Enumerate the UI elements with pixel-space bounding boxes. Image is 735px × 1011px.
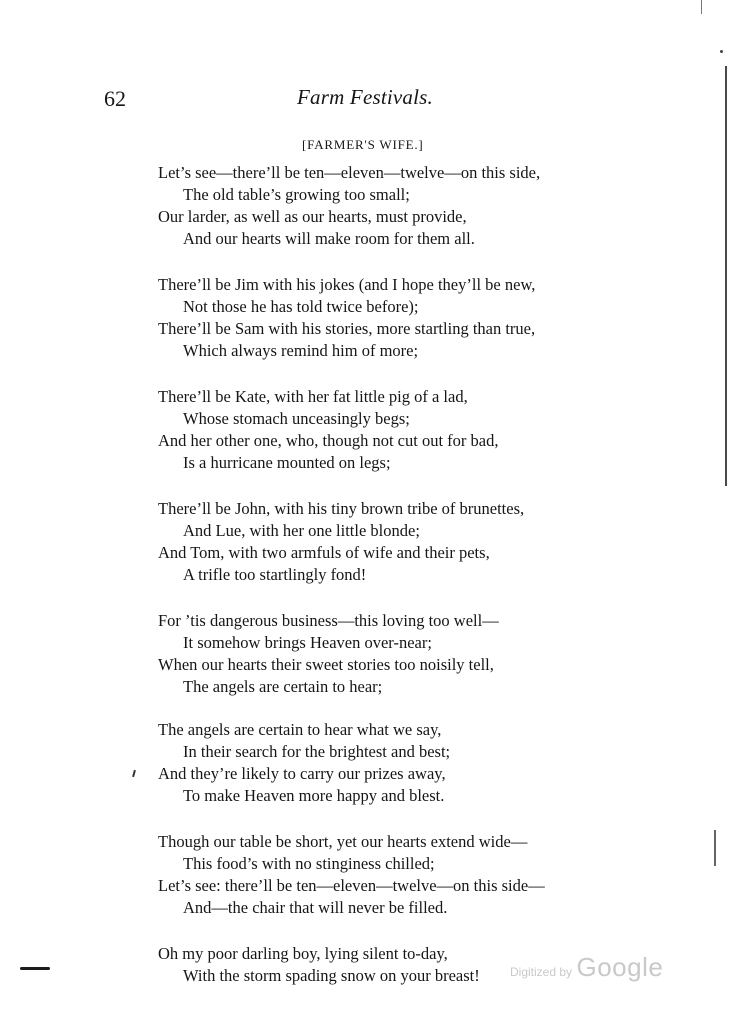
poem-line: For ’tis dangerous business—this loving too well—: [158, 611, 499, 630]
poem-line: Let’s see—there’ll be ten—eleven—twelve—on this side,: [158, 163, 541, 182]
page-number: 62: [104, 86, 126, 111]
stanza: [158, 610, 598, 698]
poem-line: Which always remind him of more;: [183, 341, 419, 360]
stanza: [158, 274, 598, 362]
poem-line: The angels are certain to hear;: [183, 677, 383, 696]
running-title: Farm Festivals.: [297, 85, 433, 109]
stanza: [158, 386, 598, 474]
poem-line: And our hearts will make room for them all.: [183, 229, 475, 248]
watermark-prefix: Digitized by: [510, 965, 573, 979]
stanza: [158, 719, 598, 807]
google-logo: Google: [576, 952, 664, 982]
poem-line: There’ll be Kate, with her fat little pig of a lad,: [158, 387, 468, 406]
poem-line: Oh my poor darling boy, lying silent to-day,: [158, 944, 448, 963]
poem-line: To make Heaven more happy and blest.: [183, 786, 445, 805]
poem-line: And Tom, with two armfuls of wife and their pets,: [158, 543, 490, 562]
section-heading: [FARMER'S WIFE.]: [302, 137, 424, 152]
poem-line: This food’s with no stinginess chilled;: [183, 854, 435, 873]
poem-line: The old table’s growing too small;: [183, 185, 410, 204]
poem-line: There’ll be Jim with his jokes (and I hope they’ll be new,: [158, 275, 536, 294]
poem-line: When our hearts their sweet stories too noisily tell,: [158, 655, 494, 674]
poem-line: And—the chair that will never be filled.: [183, 898, 448, 917]
poem-body: [158, 162, 598, 1011]
stanza: [158, 162, 598, 250]
digitized-watermark: [510, 952, 663, 983]
stanza: [158, 831, 598, 919]
poem-line: Is a hurricane mounted on legs;: [183, 453, 391, 472]
gutter-rule: [725, 66, 727, 486]
poem-line: There’ll be John, with his tiny brown tribe of brunettes,: [158, 499, 525, 518]
poem-line: And they’re likely to carry our prizes away,: [158, 764, 446, 783]
stanza: [158, 498, 598, 586]
poem-line: And Lue, with her one little blonde;: [183, 521, 420, 540]
poem-line: And her other one, who, though not cut out for bad,: [158, 431, 499, 450]
poem-line: Not those he has told twice before);: [183, 297, 419, 316]
poem-line: In their search for the brightest and best;: [183, 742, 451, 761]
poem-line: There’ll be Sam with his stories, more startling than true,: [158, 319, 536, 338]
edge-scan-mark: [714, 830, 716, 866]
poem-line: Though our table be short, yet our hearts extend wide—: [158, 832, 528, 851]
poem-line: With the storm spading snow on your breast!: [183, 966, 480, 985]
margin-dot: [720, 50, 723, 53]
poem-line: The angels are certain to hear what we say,: [158, 720, 442, 739]
poem-line: Whose stomach unceasingly begs;: [183, 409, 410, 428]
edge-tick-mark: [701, 0, 702, 14]
poem-line: Let’s see: there’ll be ten—eleven—twelve—on this side—: [158, 876, 545, 895]
stray-ink-mark: [132, 770, 136, 777]
poem-line: It somehow brings Heaven over-near;: [183, 633, 432, 652]
poem-line: Our larder, as well as our hearts, must provide,: [158, 207, 467, 226]
poem-line: A trifle too startlingly fond!: [183, 565, 367, 584]
foot-dash-mark: [20, 967, 50, 970]
